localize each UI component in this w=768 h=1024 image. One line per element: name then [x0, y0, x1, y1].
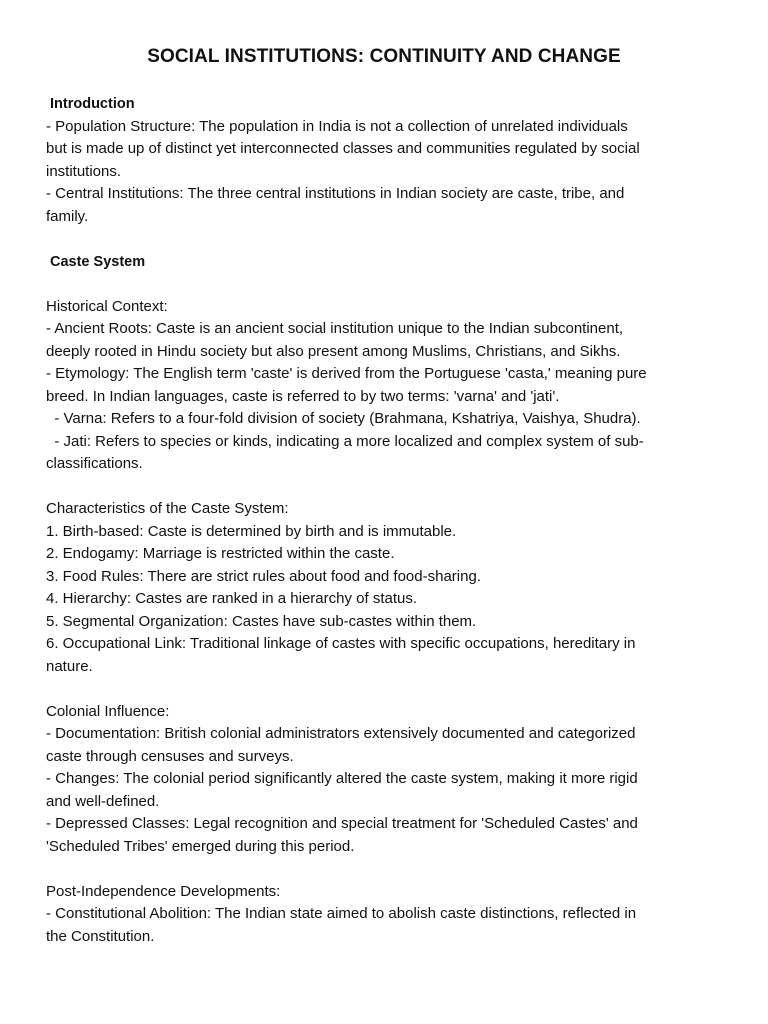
document-title: SOCIAL INSTITUTIONS: CONTINUITY AND CHANGE	[147, 46, 621, 67]
characteristics-line: 1. Birth-based: Caste is determined by birth and is immutable.	[46, 522, 457, 540]
colonial-influence-line: and well-defined.	[46, 792, 160, 810]
characteristics-line: 3. Food Rules: There are strict rules about food and food-sharing.	[46, 567, 481, 585]
historical-context-line: - Varna: Refers to a four-fold division of society (Brahmana, Kshatriya, Vaishya, Shudra).	[46, 410, 641, 427]
historical-context-line: deeply rooted in Hindu society but also present among Muslims, Christians, and Sikhs.	[46, 342, 621, 360]
colonial-influence-line: - Depressed Classes: Legal recognition and special treatment for 'Scheduled Castes' and	[46, 815, 638, 832]
historical-context-line: - Ancient Roots: Caste is an ancient social institution unique to the Indian subcontinent,	[46, 320, 624, 337]
colonial-influence-line: - Documentation: British colonial administrators extensively documented and categorized	[46, 725, 636, 742]
characteristics-line: 6. Occupational Link: Traditional linkage of castes with specific occupations, hereditary in	[46, 635, 636, 652]
characteristics-line: 2. Endogamy: Marriage is restricted within the caste.	[46, 545, 395, 562]
introduction-line: institutions.	[46, 162, 122, 180]
historical-context-label: Historical Context:	[46, 297, 168, 315]
paragraph-gap	[46, 858, 722, 881]
characteristics-line: nature.	[46, 657, 93, 675]
characteristics-label: Characteristics of the Caste System:	[46, 500, 289, 517]
colonial-influence-line: 'Scheduled Tribes' emerged during this period.	[46, 837, 355, 855]
historical-context-line: breed. In Indian languages, caste is referred to by two terms: 'varna' and 'jati'.	[46, 387, 560, 405]
historical-context-line: - Etymology: The English term 'caste' is derived from the Portuguese 'casta,' meaning pure	[46, 365, 647, 382]
paragraph-gap	[46, 273, 722, 296]
historical-context-line: classifications.	[46, 455, 143, 472]
paragraph-gap	[46, 678, 722, 701]
introduction-line: but is made up of distinct yet interconnected classes and communities regulated by social	[46, 140, 640, 157]
introduction-line: - Population Structure: The population in India is not a collection of unrelated individuals	[46, 117, 628, 135]
post-independence-label: Post-Independence Developments:	[46, 882, 281, 900]
post-independence-line: the Constitution.	[46, 927, 155, 945]
characteristics-line: 4. Hierarchy: Castes are ranked in a hierarchy of status.	[46, 590, 418, 607]
colonial-influence-line: - Changes: The colonial period significantly altered the caste system, making it more rigid	[46, 770, 638, 787]
introduction-line: family.	[46, 207, 89, 225]
introduction-heading: Introduction	[50, 96, 135, 112]
paragraph-gap	[46, 476, 722, 499]
historical-context-line: - Jati: Refers to species or kinds, indicating a more localized and complex system of sub-	[46, 432, 644, 450]
caste-system-heading: Caste System	[50, 253, 146, 270]
post-independence-line: - Constitutional Abolition: The Indian state aimed to abolish caste distinctions, reflected in	[46, 905, 637, 922]
introduction-line: - Central Institutions: The three central institutions in Indian society are caste, tribe, and	[46, 185, 625, 202]
colonial-influence-line: caste through censuses and surveys.	[46, 747, 294, 765]
colonial-influence-label: Colonial Influence:	[46, 702, 170, 720]
paragraph-gap	[46, 228, 722, 251]
characteristics-line: 5. Segmental Organization: Castes have sub-castes within them.	[46, 612, 477, 630]
